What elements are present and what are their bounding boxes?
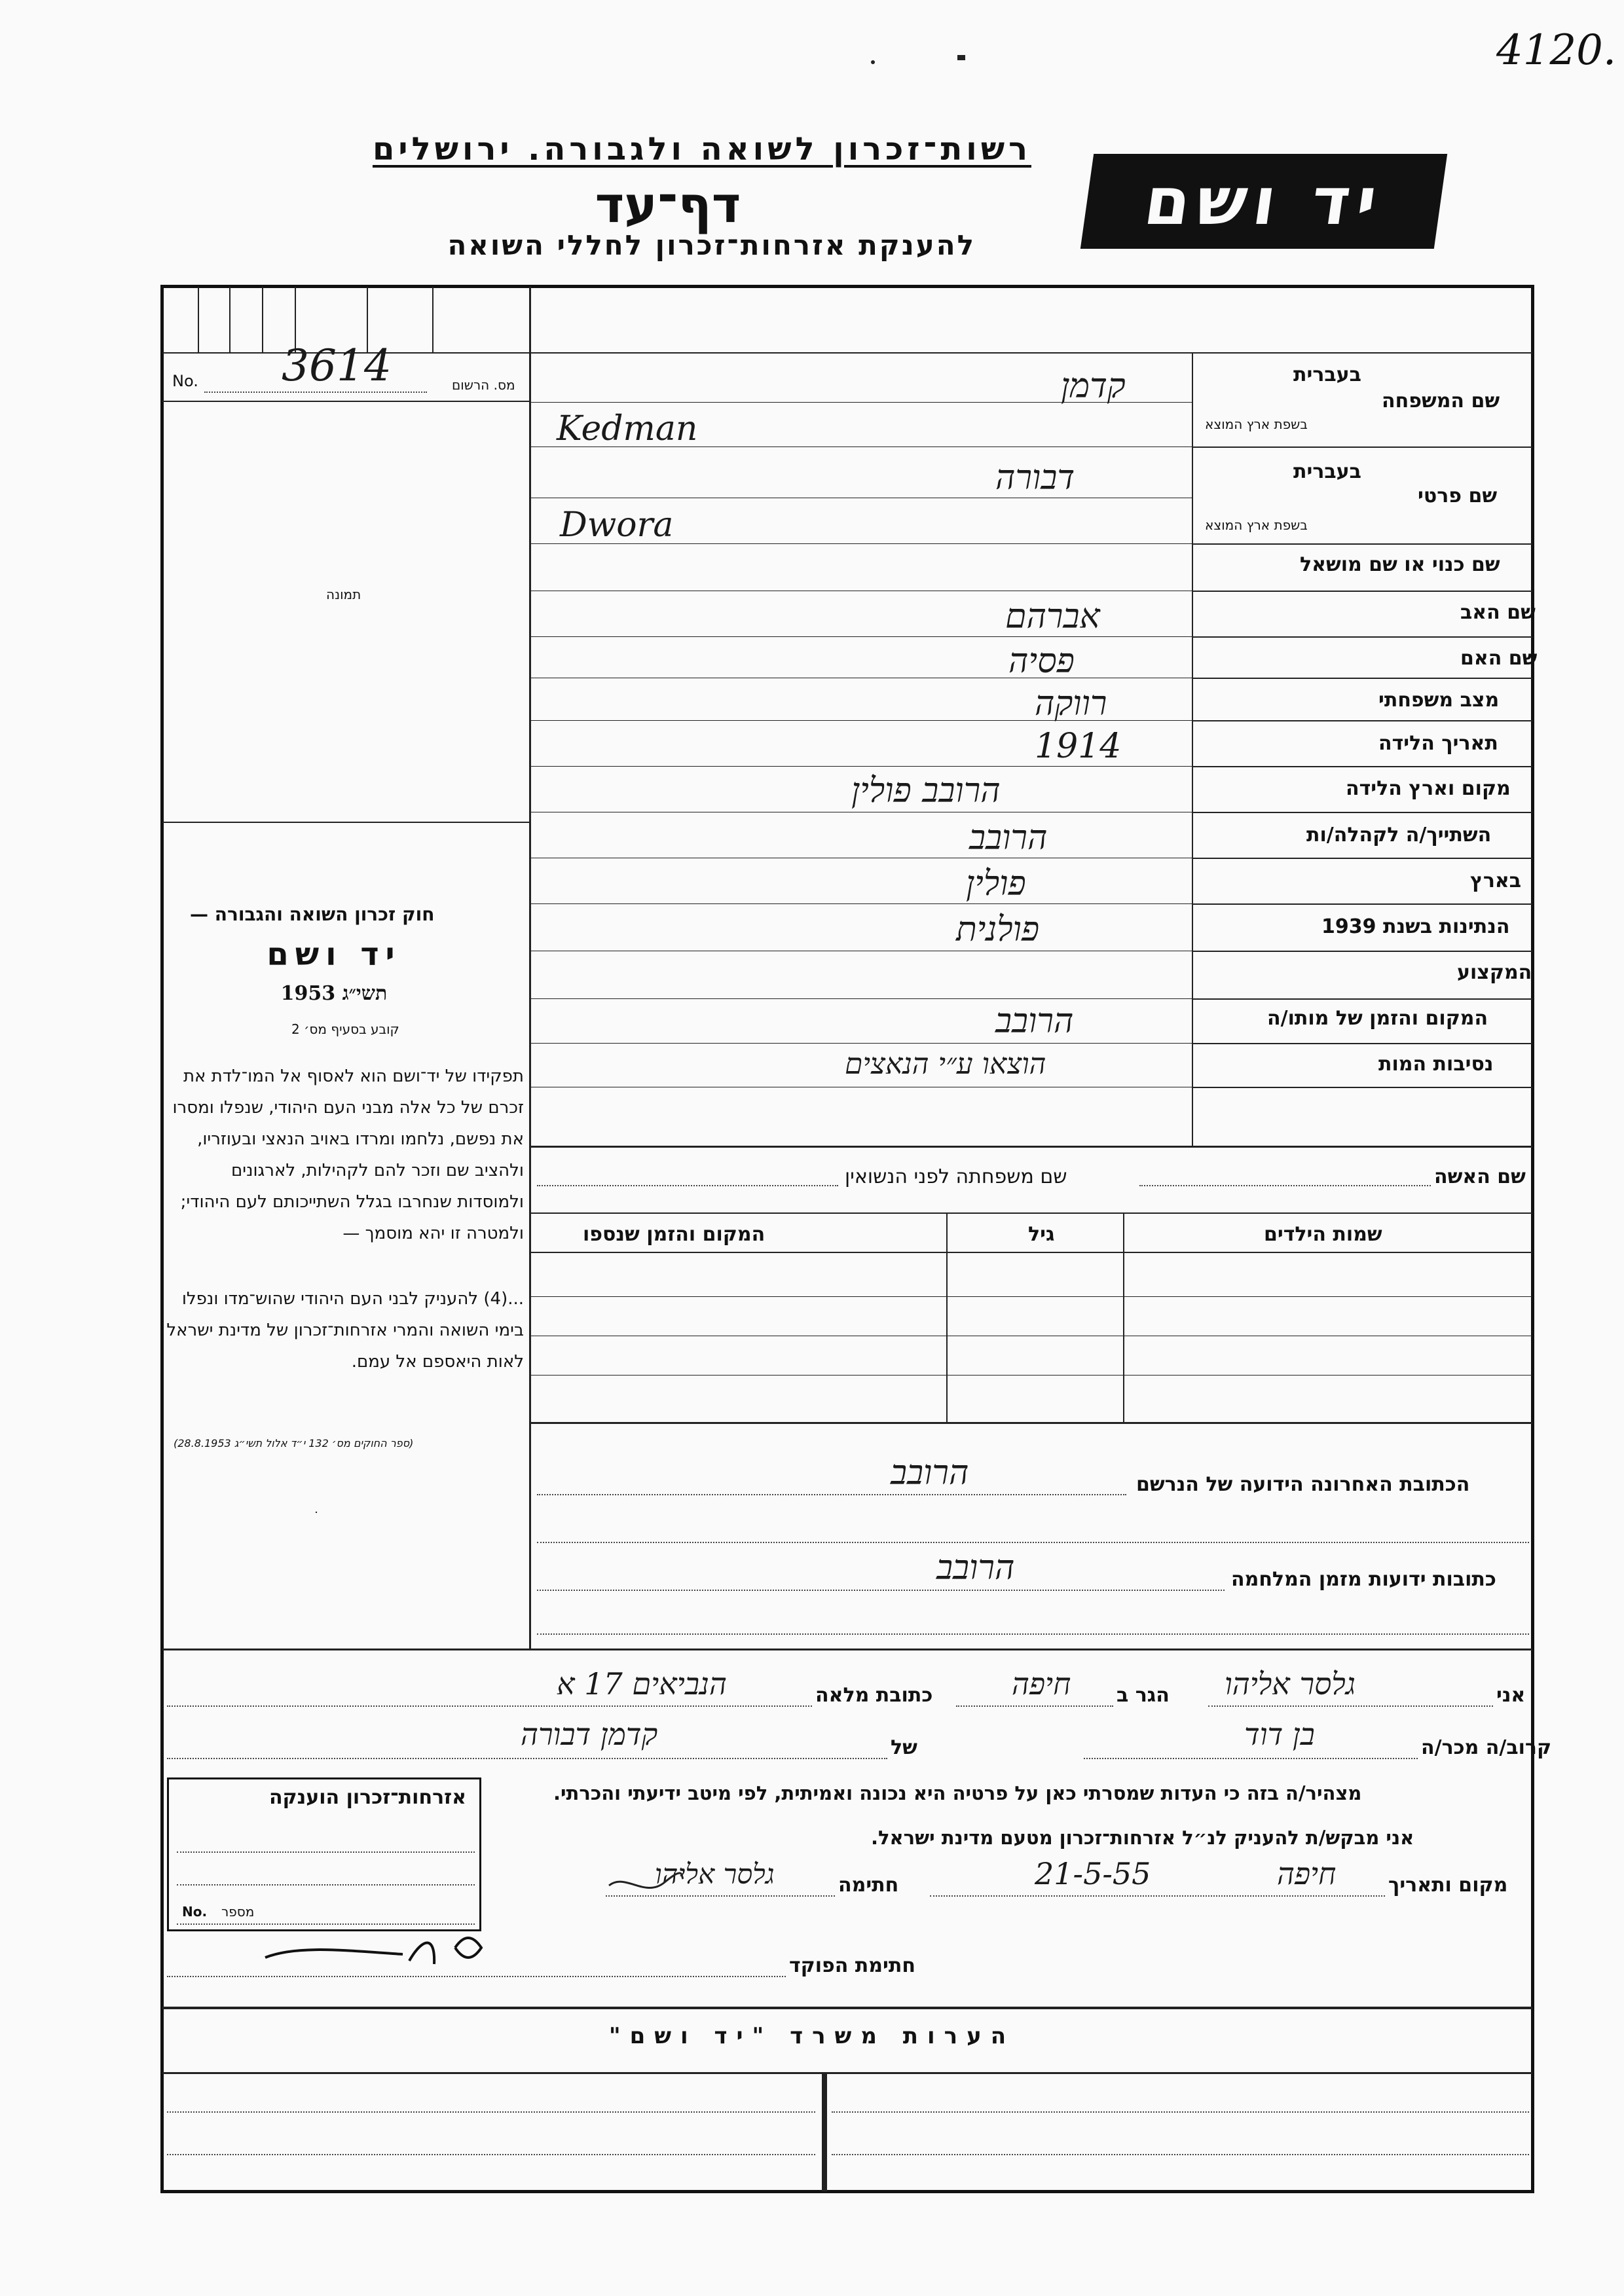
father-label: שם האב (1460, 601, 1536, 624)
birth-place-value: הרובב פולין (851, 771, 1001, 811)
last-address-value: הרובב (891, 1453, 969, 1493)
first-name-sub-hebrew: בעברית (1293, 460, 1361, 483)
father-value: אברהם (1005, 597, 1100, 636)
family-name-native-value: Kedman (557, 409, 698, 448)
marital-label: מצב משפחתי (1378, 689, 1500, 712)
spouse-maiden-label: שם משפחתה לפני הנשואין (845, 1165, 1067, 1188)
official-signature-label: חתימת הפוקד (789, 1954, 915, 1977)
form-title: דף־עד (595, 175, 741, 234)
family-name-sub-hebrew: בעברית (1293, 363, 1361, 386)
first-name-hebrew-value: דבורה (995, 458, 1075, 498)
registration-label: מס. הרשום (452, 377, 515, 393)
place-value: חיפה (1277, 1856, 1337, 1891)
citizenship-value: פולנית (956, 910, 1040, 949)
small-mark: ˙ (313, 1509, 320, 1525)
war-addresses-value: הרובב (936, 1548, 1015, 1588)
registration-number: 3614 (282, 340, 392, 391)
relation-value: בן דוד (1244, 1717, 1315, 1752)
community-value: הרובב (969, 818, 1048, 858)
nickname-label: שם כנוי או שם מושאל (1300, 553, 1500, 576)
logo-text: יד ושם (1139, 163, 1388, 240)
birth-date-label: תאריך הלידה (1378, 732, 1498, 755)
death-place-value: הרובב (995, 1002, 1074, 1041)
last-address-label: הכתובת האחרונה הידועה של הנרשם (1136, 1473, 1470, 1496)
birth-date-value: 1914 (1035, 727, 1122, 766)
yad-vashem-logo (1080, 154, 1447, 249)
declarant-address: הנביאים 17 א (557, 1666, 727, 1702)
office-notes-title: הערות משרד "יד ושם" (608, 2023, 1016, 2049)
declarant-i-label: אני (1496, 1684, 1526, 1707)
declarant-city: חיפה (1012, 1666, 1071, 1702)
form-subtitle: להענקת אזרחות־זכרון לחללי השואה (447, 229, 976, 261)
stamp-box-number-label: מספר (221, 1904, 255, 1920)
signature-flourish (606, 1866, 684, 1899)
birth-place-label: מקום וארץ הלידה (1346, 777, 1511, 800)
law-clause: קובע בסעיף מס׳ 2 (291, 1021, 399, 1037)
country-label: בארץ (1470, 869, 1522, 892)
speck (871, 60, 875, 64)
address-label: כתובת מלאה (815, 1684, 933, 1707)
of-label: של (891, 1736, 917, 1759)
family-name-label: שם המשפחה (1382, 390, 1500, 412)
citizenship-label: הנתינות בשנת 1939 (1321, 915, 1510, 938)
law-paragraph-2: ...(4) להעניק לבני העם היהודי שהוש־מדו ונפלו בימי השואה והמרי אזרחות־זכרון של מדינת ישראל לאות היאספם אל עמם. (166, 1289, 524, 1372)
children-header-names: שמות הילדים (1264, 1223, 1382, 1246)
archive-number: 4120. (1496, 26, 1617, 75)
relation-label: קרוב/ה מכר/ה (1421, 1736, 1552, 1759)
speck (957, 55, 965, 60)
place-date-label: מקום ותאריך (1388, 1874, 1508, 1897)
stamp-box-no: No. (182, 1904, 208, 1920)
stamp-box-title: אזרחות־זכרון הוענקה (268, 1786, 466, 1809)
resides-label: הגר ב (1116, 1684, 1170, 1707)
registration-no-label: No. (172, 372, 198, 390)
death-circumstances-label: נסיבות המות (1378, 1053, 1494, 1076)
declarant-signature: גלסר אליהו (655, 1858, 775, 1890)
of-name: קדמן דבורה (521, 1717, 658, 1752)
children-header-place: המקום והזמן שנספו (583, 1223, 766, 1246)
law-name: יד ושם (267, 936, 401, 973)
mother-value: פסיה (1008, 642, 1075, 681)
law-paragraph-1: תפקידו של יד־ושם הוא לאסוף אל המו־לדת את זכרם של כל אלה מבני העם היהודי, שנפלו ומסרו את נפשם, נלחמו ומרדו באויב הנאצי ובעוזריו, ולהציב שם וזכר להם לקהילות, לארגונים ולמוסדות שנחרבו בגלל השתייכותם לעם היהודי; ולמטרה זו יהא מוסמך — (172, 1066, 524, 1243)
declarant-name: גלסר אליהו (1225, 1666, 1356, 1702)
country-value: פולין (966, 864, 1026, 903)
request-text: אני מבקש/ת להעניק לנ״ל אזרחות־זכרון מטעם מדינת ישראל. (871, 1827, 1414, 1849)
declaration-text: מצהיר/ה בזה כי העדות שמסרתי כאן על פרטיה היא נכונה ואמיתית, לפי מיטב ידיעתי והכרתי. (553, 1782, 1362, 1804)
profession-label: המקצוע (1457, 961, 1532, 984)
law-year: תשי״ג 1953 (280, 982, 388, 1005)
date-value: 21-5-55 (1035, 1856, 1151, 1891)
community-label: השתייך/ה לקהלה/ות (1306, 824, 1492, 847)
first-name-native-value: Dwora (560, 505, 674, 545)
mother-label: שם האם (1460, 647, 1538, 670)
spouse-label: שם האשה (1434, 1165, 1526, 1188)
death-place-label: המקום והזמן של מותו/ה (1267, 1007, 1488, 1030)
family-name-hebrew-value: קדמן (1061, 367, 1126, 406)
war-addresses-label: כתובות ידועות מזמן המלחמה (1231, 1568, 1496, 1591)
children-header-age: גיל (1028, 1223, 1055, 1246)
photo-label: תמונה (326, 587, 361, 602)
stamp-box (167, 1777, 481, 1931)
family-name-sub-native: בשפת ארץ המוצא (1205, 416, 1308, 432)
death-circumstances-value: הוצאו ע״י הנאצים (845, 1048, 1046, 1081)
official-signature-mark (259, 1925, 521, 1977)
first-name-label: שם פרטי (1418, 484, 1498, 507)
authority-line: רשות־זכרון לשואה ולגבורה. ירושלים (372, 131, 1031, 168)
signature-label: חתימה (838, 1874, 899, 1897)
law-heading: חוק זכרון השואה והגבורה — (190, 903, 435, 925)
marital-value: רווקה (1035, 684, 1107, 723)
first-name-sub-native: בשפת ארץ המוצא (1205, 517, 1308, 533)
law-source: (ספר החוקים מס׳ 132 י״ד אלול תשי״ג 28.8.1953) (174, 1437, 414, 1449)
